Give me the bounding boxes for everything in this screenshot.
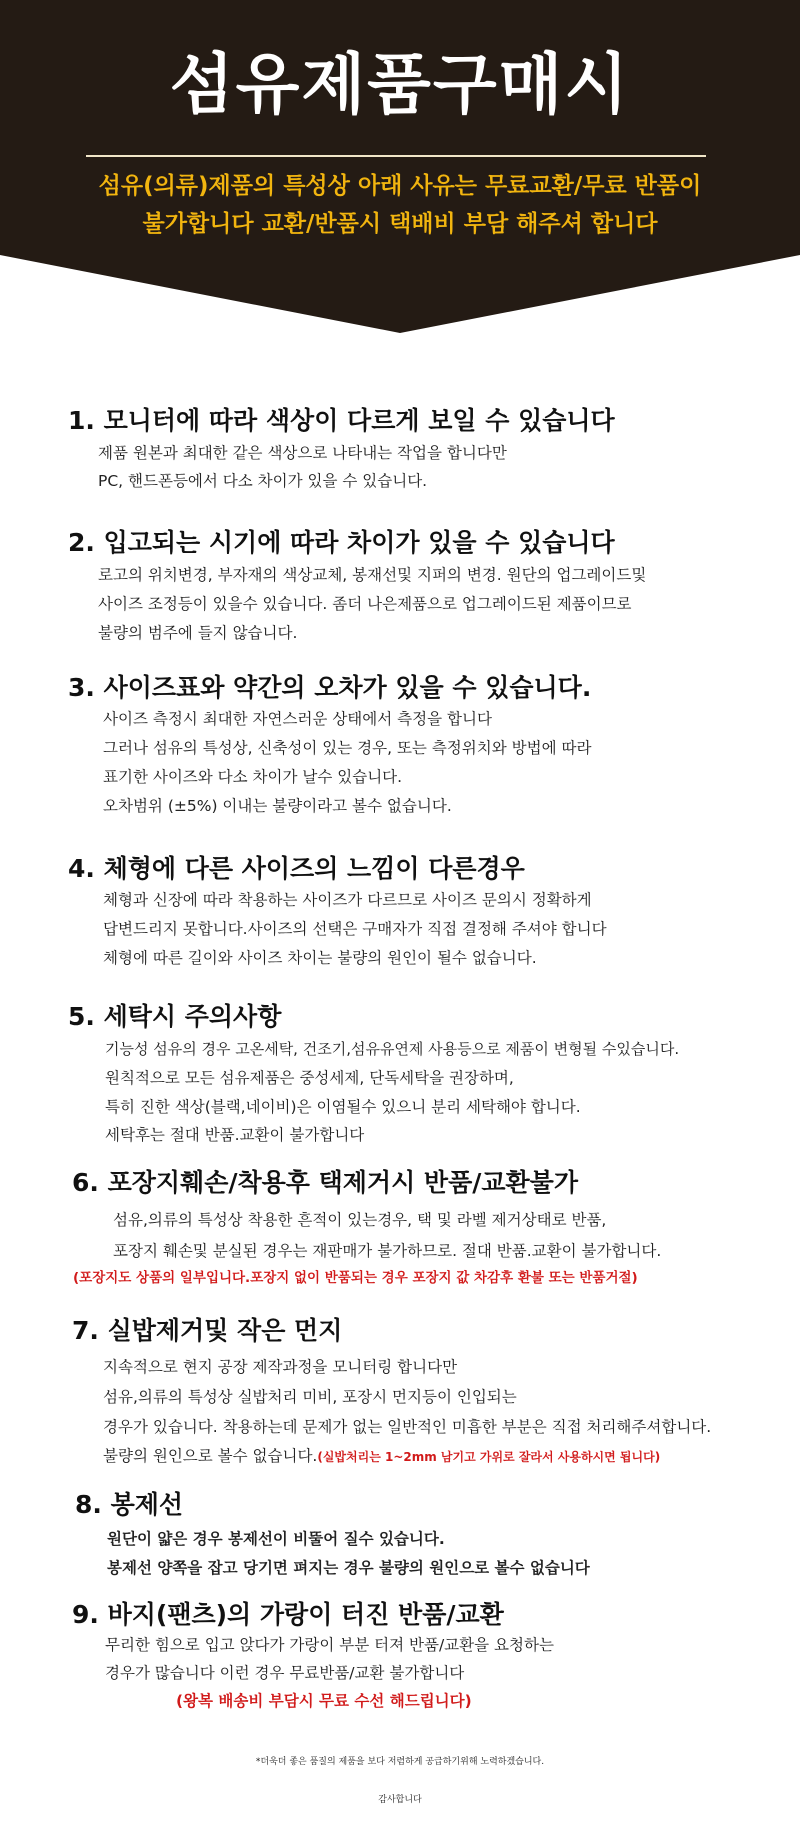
section-9-line-2: 경우가 많습니다 이런 경우 무료반품/교환 불가합니다 <box>105 1664 465 1682</box>
section-6-note: (포장지도 상품의 일부입니다.포장지 없이 반품되는 경우 포장지 값 차감후 환불 또는 반품거절) <box>73 1270 638 1286</box>
section-1-line-1: 제품 원본과 최대한 같은 색상으로 나타내는 작업을 합니다만 <box>98 444 507 462</box>
section-8-title: 8. 봉제선 <box>75 1490 184 1519</box>
section-3-line-4: 오차범위 (±5%) 이내는 불량이라고 볼수 없습니다. <box>103 797 452 815</box>
section-2-line-2: 사이즈 조정등이 있을수 있습니다. 좀더 나은제품으로 업그레이드된 제품이므로 <box>98 595 632 613</box>
section-9-note: (왕복 배송비 부담시 무료 수선 해드립니다) <box>176 1692 472 1710</box>
section-2-line-1: 로고의 위치변경, 부자재의 색상교체, 봉재선및 지퍼의 변경. 원단의 업그레이드및 <box>98 566 647 584</box>
section-3-line-3: 표기한 사이즈와 다소 차이가 날수 있습니다. <box>103 768 403 786</box>
section-7-line-3: 경우가 있습니다. 착용하는데 문제가 없는 일반적인 미흡한 부분은 직접 처리해주셔합니다. <box>103 1418 712 1436</box>
section-5-title: 5. 세탁시 주의사항 <box>68 1002 282 1031</box>
section-7-line-4 <box>103 1449 660 1465</box>
section-3-line-2: 그러나 섬유의 특성상, 신축성이 있는 경우, 또는 측정위치와 방법에 따라 <box>103 739 592 757</box>
section-4-line-3: 체형에 따른 길이와 사이즈 차이는 불량의 원인이 될수 없습니다. <box>103 949 537 967</box>
section-6-line-2: 포장지 훼손및 분실된 경우는 재판매가 불가하므로. 절대 반품.교환이 불가합니다. <box>113 1242 662 1260</box>
section-6-line-1: 섬유,의류의 특성상 착용한 흔적이 있는경우, 택 및 라벨 제거상태로 반품, <box>113 1211 607 1229</box>
footer-line-1: *더욱더 좋은 품질의 제품을 보다 저렴하게 공급하기위해 노력하겠습니다. <box>255 1757 545 1767</box>
section-2-line-3: 불량의 범주에 들지 않습니다. <box>98 624 298 642</box>
section-1-line-2: PC, 핸드폰등에서 다소 차이가 있을 수 있습니다. <box>98 472 428 490</box>
section-7-line-4-text: 불량의 원인으로 볼수 없습니다. <box>103 1447 318 1465</box>
page-title: 섬유제품구매시 <box>169 46 631 123</box>
footer-line-2: 감사합니다 <box>378 1795 422 1805</box>
section-2-title: 2. 입고되는 시기에 따라 차이가 있을 수 있습니다 <box>68 528 615 557</box>
section-3-title: 3. 사이즈표와 약간의 오차가 있을 수 있습니다. <box>68 673 592 702</box>
subtitle-line-1: 섬유(의류)제품의 특성상 아래 사유는 무료교환/무료 반품이 <box>98 173 702 199</box>
section-6-title: 6. 포장지훼손/착용후 택제거시 반품/교환불가 <box>72 1168 578 1197</box>
section-9-line-1: 무리한 힘으로 입고 앉다가 가랑이 부분 터져 반품/교환을 요청하는 <box>105 1636 554 1654</box>
section-3-line-1: 사이즈 측정시 최대한 자연스러운 상태에서 측정을 합니다 <box>103 710 492 728</box>
header-banner <box>0 0 800 335</box>
section-4-title: 4. 체형에 다른 사이즈의 느낌이 다른경우 <box>68 854 525 883</box>
section-8-line-2: 봉제선 양쪽을 잡고 당기면 펴지는 경우 불량의 원인으로 볼수 없습니다 <box>107 1559 590 1577</box>
section-4-line-1: 체형과 신장에 따라 착용하는 사이즈가 다르므로 사이즈 문의시 정확하게 <box>103 891 592 909</box>
section-1-title: 1. 모니터에 따라 색상이 다르게 보일 수 있습니다 <box>68 406 615 435</box>
section-5-line-2: 원칙적으로 모든 섬유제품은 중성세제, 단독세탁을 권장하며, <box>105 1069 514 1087</box>
section-9-title: 9. 바지(팬츠)의 가랑이 터진 반품/교환 <box>72 1600 504 1629</box>
section-5-line-3: 특히 진한 색상(블랙,네이비)은 이염될수 있으니 분리 세탁해야 합니다. <box>105 1098 581 1116</box>
section-8-line-1: 원단이 얇은 경우 봉제선이 비뚤어 질수 있습니다. <box>107 1530 445 1548</box>
section-7-title: 7. 실밥제거및 작은 먼지 <box>72 1316 343 1345</box>
section-4-line-2: 답변드리지 못합니다.사이즈의 선택은 구매자가 직접 결정해 주셔야 합니다 <box>103 920 607 938</box>
section-7-line-1: 지속적으로 현지 공장 제작과정을 모니터링 합니다만 <box>103 1358 458 1376</box>
subtitle-line-2: 불가합니다 교환/반품시 택배비 부담 해주셔 합니다 <box>142 211 658 237</box>
section-7-line-2: 섬유,의류의 특성상 실밥처리 미비, 포장시 먼지등이 인입되는 <box>103 1388 517 1406</box>
title-divider <box>86 155 706 157</box>
section-5-line-4: 세탁후는 절대 반품.교환이 불가합니다 <box>105 1126 365 1144</box>
section-5-line-1: 기능성 섬유의 경우 고온세탁, 건조기,섬유유연제 사용등으로 제품이 변형될 수있습니다. <box>105 1040 680 1058</box>
section-7-note: (실밥처리는 1~2mm 남기고 가위로 잘라서 사용하시면 됩니다) <box>317 1450 661 1464</box>
